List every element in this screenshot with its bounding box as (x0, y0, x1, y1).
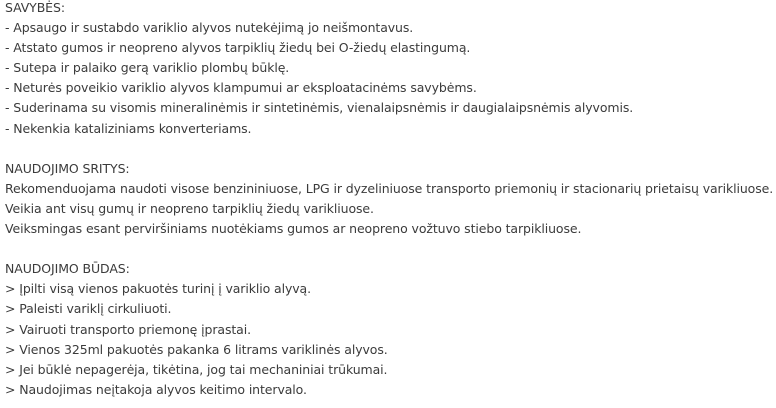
paragraph-line: Rekomenduojama naudoti visose benzininiuose, LPG ir dyzeliniuose transporto priemonių ir stacionarių prietaisų varikliuose. (5, 180, 774, 196)
list-item: - Suderinama su visomis mineralinėmis ir sintetinėmis, vienalaipsnėmis ir daugialaipsnėmis alyvomis. (5, 100, 634, 116)
list-item: > Įpilti visą vienos pakuotės turinį į variklio alyvą. (5, 281, 311, 297)
list-item: > Vairuoti transporto priemonę įprastai. (5, 321, 251, 337)
list-item: > Naudojimas neįtakoja alyvos keitimo intervalo. (5, 381, 307, 397)
section-heading: NAUDOJIMO BŪDAS: (5, 261, 130, 277)
section-spacer (5, 239, 775, 259)
list-item: > Paleisti variklį cirkuliuoti. (5, 301, 172, 317)
list-item: - Apsaugo ir sustabdo variklio alyvos nutekėjimą jo neišmontavus. (5, 20, 414, 36)
product-description (5, 0, 775, 400)
section-spacer (5, 139, 775, 159)
section-properties (5, 0, 775, 139)
section-heading: NAUDOJIMO SRITYS: (5, 160, 130, 176)
list-item: - Atstato gumos ir neopreno alyvos tarpiklių žiedų bei O-žiedų elastingumą. (5, 40, 471, 56)
list-item: - Neturės poveikio variklio alyvos klampumui ar eksploatacinėms savybėms. (5, 80, 477, 96)
section-usage-areas (5, 159, 775, 239)
list-item: - Nekenkia kataliziniams konverteriams. (5, 120, 252, 136)
list-item: > Jei būklė nepagerėja, tikėtina, jog tai mechaniniai trūkumai. (5, 361, 388, 377)
list-item: > Vienos 325ml pakuotės pakanka 6 litrams variklinės alyvos. (5, 341, 388, 357)
paragraph-line: Veiksmingas esant perviršiniams nuotėkiams gumos ar neopreno vožtuvo stiebo tarpikliuose. (5, 221, 582, 237)
list-item: - Sutepa ir palaiko gerą variklio plombų būklę. (5, 60, 290, 76)
section-usage-method (5, 259, 775, 400)
paragraph-line: Veikia ant visų gumų ir neopreno tarpiklių žiedų varikliuose. (5, 200, 374, 216)
section-heading: SAVYBĖS: (5, 0, 65, 15)
